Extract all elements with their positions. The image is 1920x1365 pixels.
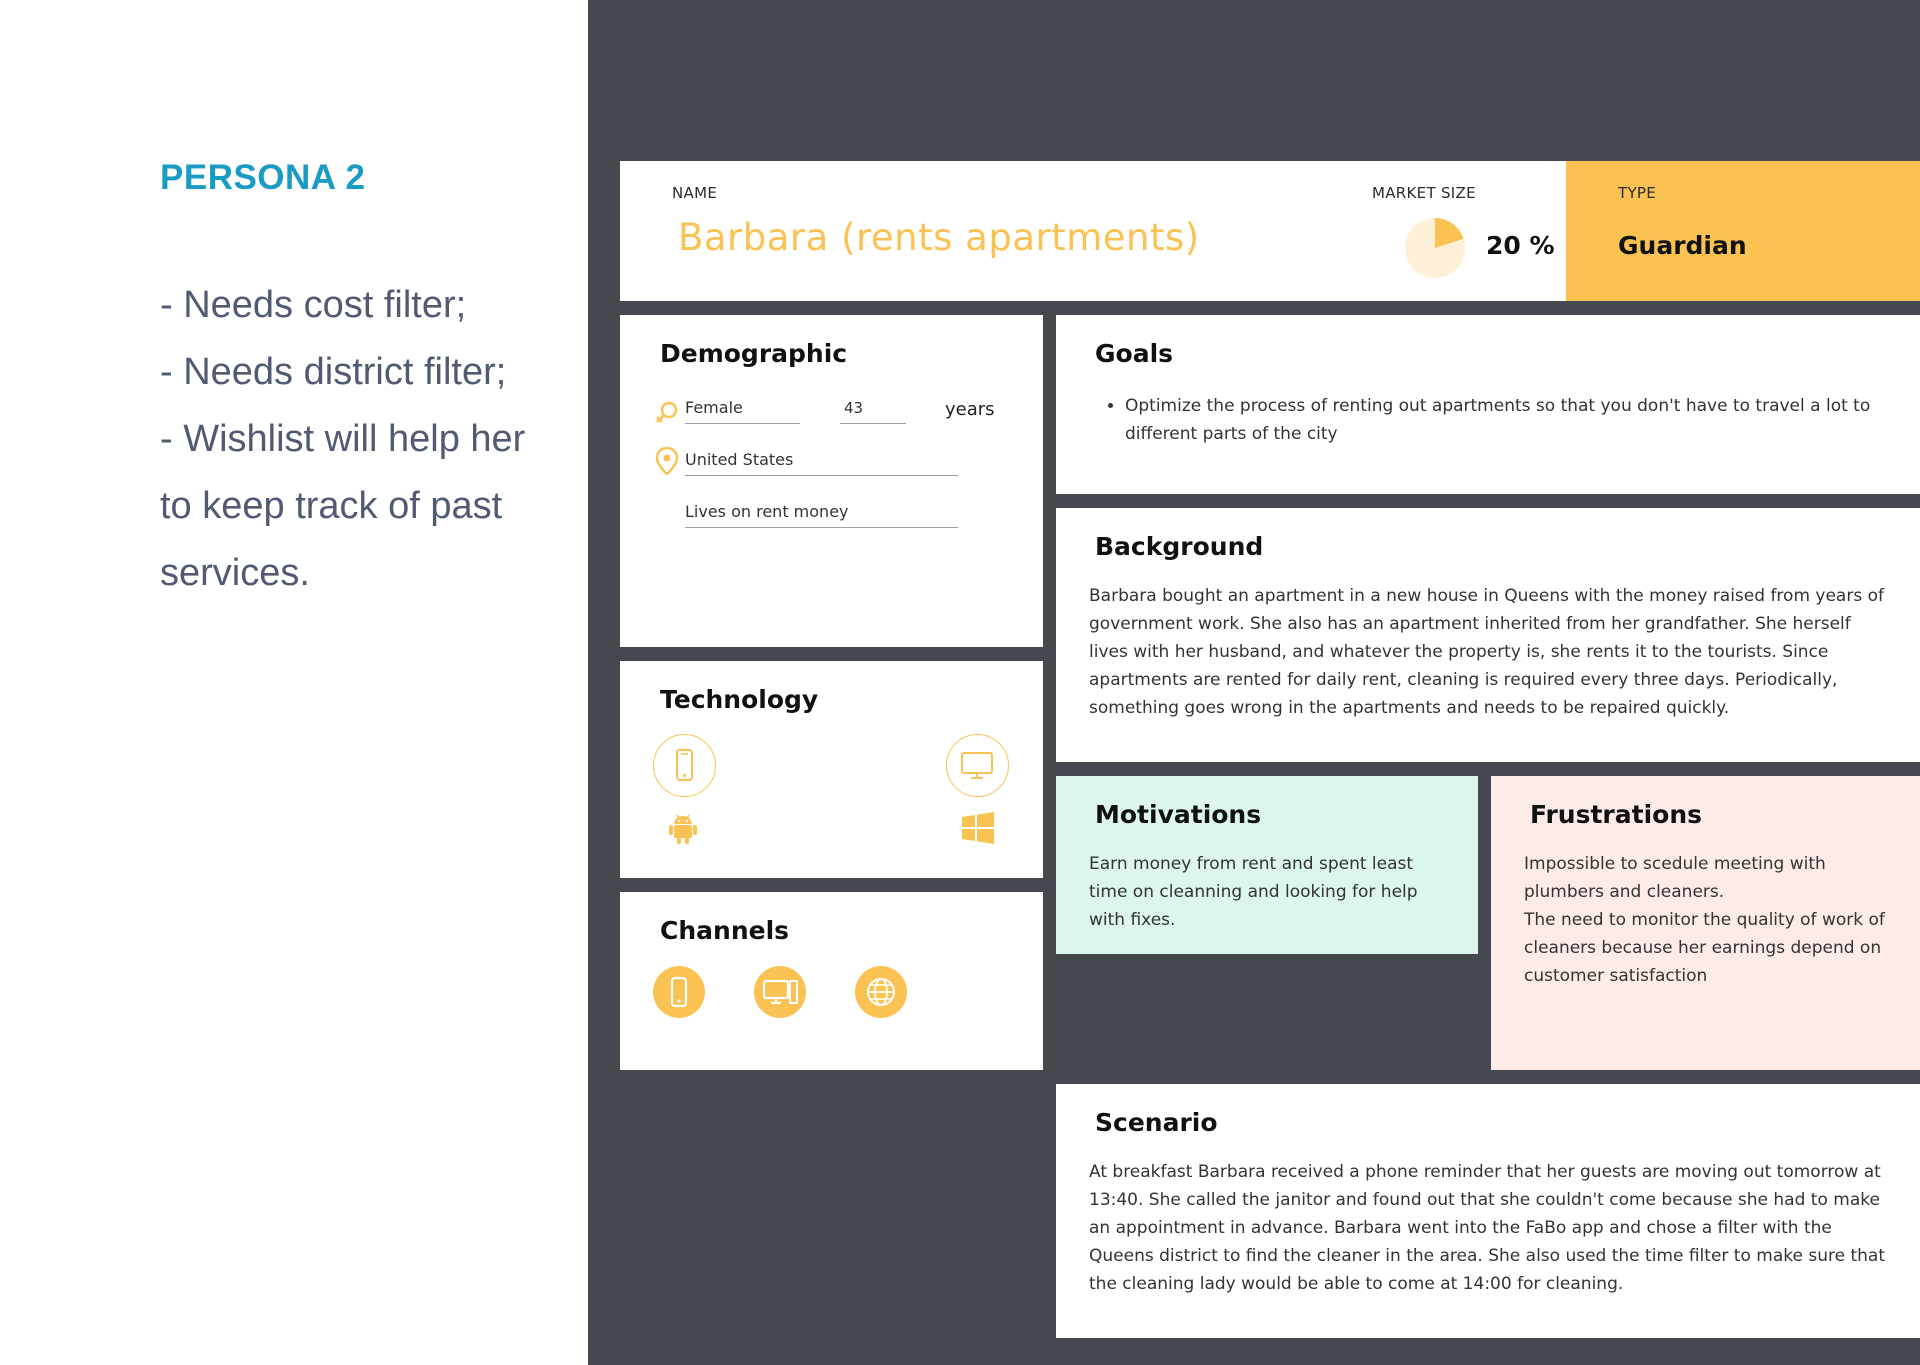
motivations-card	[1056, 776, 1478, 954]
background-title: Background	[1095, 532, 1264, 561]
note-item: - Needs cost filter;	[160, 284, 467, 326]
age-field: 43	[840, 399, 906, 424]
persona-title: PERSONA 2	[160, 158, 366, 197]
type-box	[1566, 161, 1920, 301]
smartphone-icon	[653, 734, 716, 797]
desktop-icon	[754, 966, 806, 1018]
background-text: Barbara bought an apartment in a new house in Queens with the money raised from years of government work. She also has an apartment inherited from her grandfather. She herself lives with her husband, and whatever the property is, she rents it to the tourists. Since apartments are rented for daily rent, cleaning is required every three days. Periodically, something goes wrong in the apartments and needs to be repaired quickly.	[1089, 586, 1884, 718]
gender-field: Female	[685, 398, 800, 424]
frustrations-card	[1491, 776, 1920, 1070]
market-size-value: 20 %	[1486, 231, 1555, 260]
goals-title: Goals	[1095, 339, 1174, 368]
scenario-text: At breakfast Barbara received a phone reminder that her guests are moving out tomorrow at 13:40. She called the janitor and found out that she couldn't come because she had to make an appointment in advance. Barbara went into the FaBo app and chose a filter with the Queens district to find the cleaner in the area. She also used the time filter to make sure that the cleaning lady would be able to come at 14:00 for cleaning.	[1089, 1162, 1885, 1294]
frustrations-text-2: The need to monitor the quality of work of cleaners because her earnings depend on customer satisfaction	[1524, 910, 1885, 986]
persona-name: Barbara (rents apartments)	[678, 216, 1200, 259]
background-card	[1056, 508, 1920, 762]
windows-icon	[961, 811, 995, 845]
monitor-icon	[946, 734, 1009, 797]
persona-board	[588, 0, 1920, 1365]
location-field: United States	[685, 450, 958, 476]
technology-title: Technology	[660, 685, 819, 714]
scenario-title: Scenario	[1095, 1108, 1218, 1137]
frustrations-title: Frustrations	[1530, 800, 1703, 829]
market-size-label: MARKET SIZE	[1372, 184, 1476, 202]
location-pin-icon	[656, 447, 678, 475]
note-item: - Wishlist will help her to keep track of past services.	[160, 418, 526, 594]
age-unit: years	[945, 399, 995, 420]
gender-icon	[654, 400, 680, 426]
goal-item: • Optimize the process of renting out apartments so that you don't have to travel a lot to different parts of the city	[1125, 392, 1905, 448]
left-panel	[0, 0, 588, 1365]
goals-card	[1056, 315, 1920, 494]
type-label: TYPE	[1618, 184, 1657, 202]
smartphone-icon	[653, 966, 705, 1018]
motivations-text: Earn money from rent and spent least time on cleanning and looking for help with fixes.	[1089, 854, 1418, 930]
market-pie-icon	[1404, 217, 1466, 279]
channels-title: Channels	[660, 916, 790, 945]
name-label: NAME	[672, 184, 718, 202]
persona-notes	[160, 272, 560, 607]
frustrations-text-1: Impossible to scedule meeting with plumbers and cleaners.	[1524, 854, 1826, 902]
motivations-title: Motivations	[1095, 800, 1262, 829]
globe-icon	[855, 966, 907, 1018]
goals-list	[1097, 392, 1905, 448]
android-icon	[667, 812, 699, 846]
demographic-title: Demographic	[660, 339, 848, 368]
note-item: - Needs district filter;	[160, 351, 507, 393]
demographic-card	[620, 315, 1043, 647]
header-card	[620, 161, 1920, 301]
channels-card	[620, 892, 1043, 1070]
scenario-card	[1056, 1084, 1920, 1338]
income-field: Lives on rent money	[685, 502, 958, 528]
technology-card	[620, 661, 1043, 878]
type-value: Guardian	[1618, 231, 1747, 260]
